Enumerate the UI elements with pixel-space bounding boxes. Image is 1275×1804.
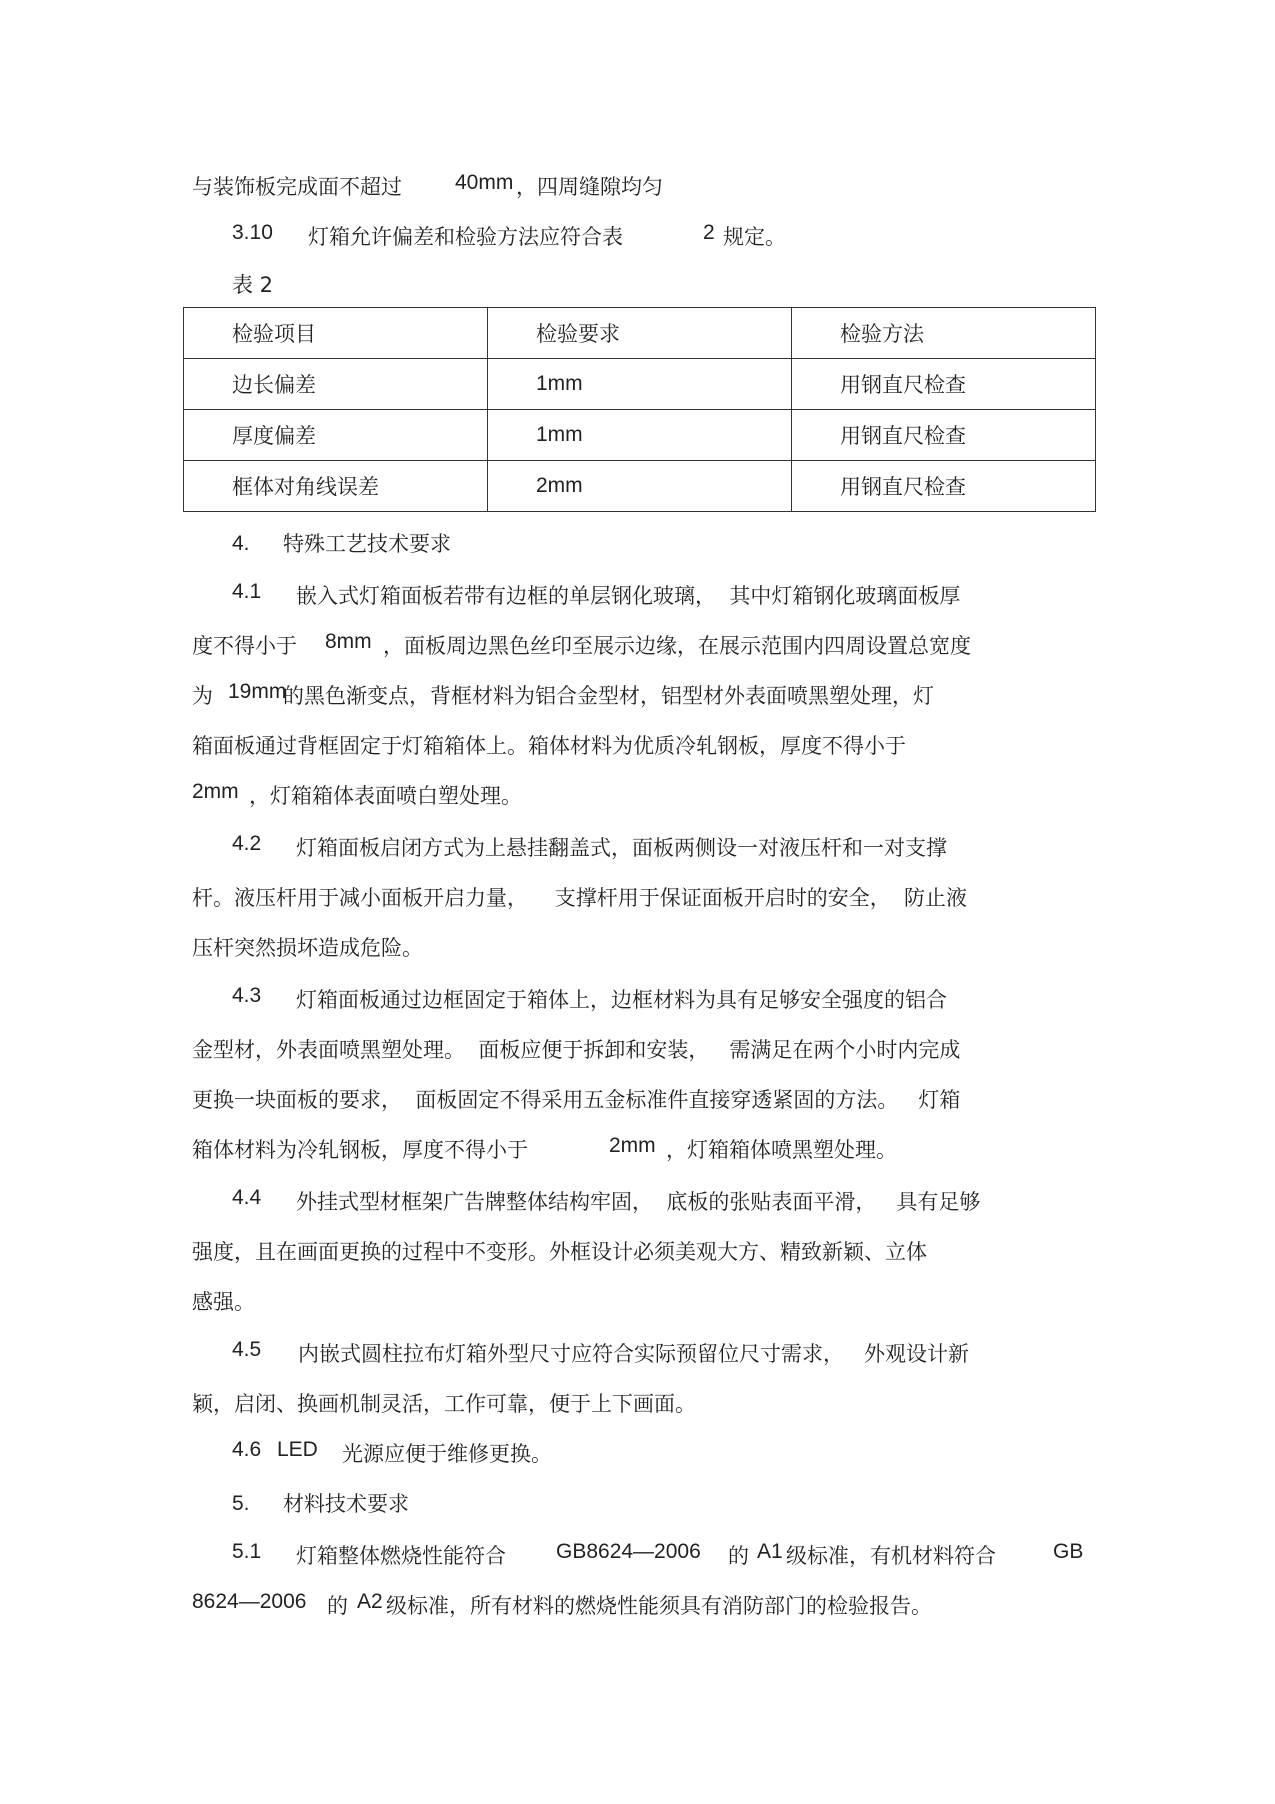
table-cell: 框体对角线误差 bbox=[184, 461, 488, 512]
table-header-cell: 检验方法 bbox=[792, 308, 1096, 359]
table-cell: 厚度偏差 bbox=[184, 410, 488, 461]
text-span: 40mm bbox=[455, 171, 514, 194]
section-number: 4.2 bbox=[232, 832, 262, 855]
section-number: 4.5 bbox=[232, 1338, 262, 1361]
text-line bbox=[0, 1085, 1275, 1115]
text-span: 箱面板通过背框固定于灯箱箱体上。箱体材料为优质冷轧钢板，厚度不得小于 bbox=[192, 734, 906, 758]
section-number: 5.1 bbox=[232, 1540, 262, 1563]
table-header-row bbox=[184, 308, 1096, 359]
text-line bbox=[0, 1035, 1275, 1065]
text-line bbox=[0, 631, 1275, 661]
text-span: 灯箱面板通过边框固定于箱体上，边框材料为具有足够安全强度的铝合 bbox=[296, 988, 947, 1012]
text-span: ，四周缝隙均匀 bbox=[516, 175, 663, 199]
text-span: 2mm bbox=[609, 1134, 656, 1157]
table-row bbox=[184, 359, 1096, 410]
text-span: 度不得小于 bbox=[192, 634, 297, 658]
text-span: 8mm bbox=[325, 630, 372, 653]
text-span: GB bbox=[1053, 1540, 1084, 1563]
text-span: 灯箱整体燃烧性能符合 bbox=[296, 1544, 506, 1568]
text-line bbox=[0, 581, 1275, 611]
text-span: 强度，且在画面更换的过程中不变形。外框设计必须美观大方、精致新颖、立体 bbox=[192, 1240, 927, 1264]
section-title: 特殊工艺技术要求 bbox=[283, 532, 451, 556]
text-line bbox=[0, 1135, 1275, 1165]
text-line bbox=[0, 731, 1275, 761]
section-number: 4.1 bbox=[232, 580, 262, 603]
section-number: 4.4 bbox=[232, 1186, 262, 1209]
table-row bbox=[184, 461, 1096, 512]
section-number: 3.10 bbox=[232, 221, 273, 244]
text-span: 为 bbox=[192, 684, 213, 708]
text-span: ，面板周边黑色丝印至展示边缘，在展示范围内四周设置总宽度 bbox=[383, 634, 971, 658]
text-span: 与装饰板完成面不超过 bbox=[192, 175, 402, 199]
section-heading bbox=[0, 529, 1275, 559]
table-header-cell: 检验项目 bbox=[184, 308, 488, 359]
text-span: 压杆突然损坏造成危险。 bbox=[192, 936, 423, 960]
text-line bbox=[0, 1591, 1275, 1621]
text-span: 2mm bbox=[192, 780, 239, 803]
section-title: 材料技术要求 bbox=[283, 1492, 409, 1516]
text-line bbox=[0, 1287, 1275, 1317]
text-span: 颖，启闭、换画机制灵活，工作可靠，便于上下画面。 bbox=[192, 1392, 696, 1416]
text-span: 金型材，外表面喷黑塑处理。 面板应便于拆卸和安装， 需满足在两个小时内完成 bbox=[192, 1038, 961, 1062]
text-line bbox=[0, 1237, 1275, 1267]
text-line bbox=[0, 985, 1275, 1015]
text-span: 2 bbox=[703, 221, 715, 244]
table-header-cell: 检验要求 bbox=[488, 308, 792, 359]
text-span: 杆。液压杆用于减小面板开启力量， 支撑杆用于保证面板开启时的安全， 防止液 bbox=[192, 886, 968, 910]
text-span: 箱体材料为冷轧钢板，厚度不得小于 bbox=[192, 1138, 528, 1162]
text-span: 内嵌式圆柱拉布灯箱外型尺寸应符合实际预留位尺寸需求， 外观设计新 bbox=[298, 1342, 970, 1366]
text-span: 的黑色渐变点，背框材料为铝合金型材，铝型材外表面喷黑塑处理，灯 bbox=[283, 684, 934, 708]
text-span: 感强。 bbox=[192, 1290, 255, 1314]
section-number: 5. bbox=[232, 1492, 250, 1515]
table-cell: 1mm bbox=[488, 359, 792, 410]
section-number: 4. bbox=[232, 532, 250, 555]
text-span: 的 bbox=[327, 1594, 348, 1618]
text-span: GB8624—2006 bbox=[556, 1540, 701, 1563]
text-span: 光源应便于维修更换。 bbox=[342, 1442, 552, 1466]
table-row bbox=[184, 410, 1096, 461]
text-line bbox=[0, 222, 1275, 252]
text-line bbox=[0, 833, 1275, 863]
spec-table bbox=[183, 307, 1096, 512]
text-span: 19mm bbox=[228, 680, 287, 703]
text-line bbox=[0, 1339, 1275, 1369]
text-line bbox=[0, 172, 1275, 202]
text-line bbox=[0, 1187, 1275, 1217]
table-cell: 边长偏差 bbox=[184, 359, 488, 410]
text-span: 灯箱面板启闭方式为上悬挂翻盖式，面板两侧设一对液压杆和一对支撑 bbox=[296, 836, 947, 860]
text-span: 的 bbox=[728, 1544, 749, 1568]
text-line bbox=[0, 1541, 1275, 1571]
section-number: 4.6 bbox=[232, 1438, 262, 1461]
text-span: A1 bbox=[757, 1540, 783, 1563]
spec-table-wrapper bbox=[183, 307, 1096, 512]
text-span: ，灯箱箱体喷黑塑处理。 bbox=[666, 1138, 897, 1162]
text-span: 更换一块面板的要求， 面板固定不得采用五金标准件直接穿透紧固的方法。 灯箱 bbox=[192, 1088, 961, 1112]
text-span: A2 bbox=[357, 1590, 383, 1613]
table-cell: 2mm bbox=[488, 461, 792, 512]
text-span: 嵌入式灯箱面板若带有边框的单层钢化玻璃， 其中灯箱钢化玻璃面板厚 bbox=[296, 584, 961, 608]
table-caption bbox=[0, 270, 1275, 300]
text-span: 表 2 bbox=[232, 273, 274, 297]
text-span: 级标准，有机材料符合 bbox=[786, 1544, 996, 1568]
text-line bbox=[0, 681, 1275, 711]
text-line bbox=[0, 1439, 1275, 1469]
text-line bbox=[0, 883, 1275, 913]
text-span: LED bbox=[277, 1438, 318, 1461]
table-cell: 1mm bbox=[488, 410, 792, 461]
table-cell: 用钢直尺检查 bbox=[792, 461, 1096, 512]
text-span: 规定。 bbox=[723, 225, 786, 249]
text-span: 外挂式型材框架广告牌整体结构牢固， 底板的张贴表面平滑， 具有足够 bbox=[296, 1190, 981, 1214]
section-number: 4.3 bbox=[232, 984, 262, 1007]
text-line bbox=[0, 933, 1275, 963]
text-span: 灯箱允许偏差和检验方法应符合表 bbox=[308, 225, 623, 249]
text-span: 级标准，所有材料的燃烧性能须具有消防部门的检验报告。 bbox=[386, 1594, 932, 1618]
text-span: 8624—2006 bbox=[192, 1590, 307, 1613]
table-cell: 用钢直尺检查 bbox=[792, 359, 1096, 410]
table-cell: 用钢直尺检查 bbox=[792, 410, 1096, 461]
text-span: ，灯箱箱体表面喷白塑处理。 bbox=[249, 784, 522, 808]
text-line bbox=[0, 1389, 1275, 1419]
text-line bbox=[0, 781, 1275, 811]
section-heading bbox=[0, 1489, 1275, 1519]
